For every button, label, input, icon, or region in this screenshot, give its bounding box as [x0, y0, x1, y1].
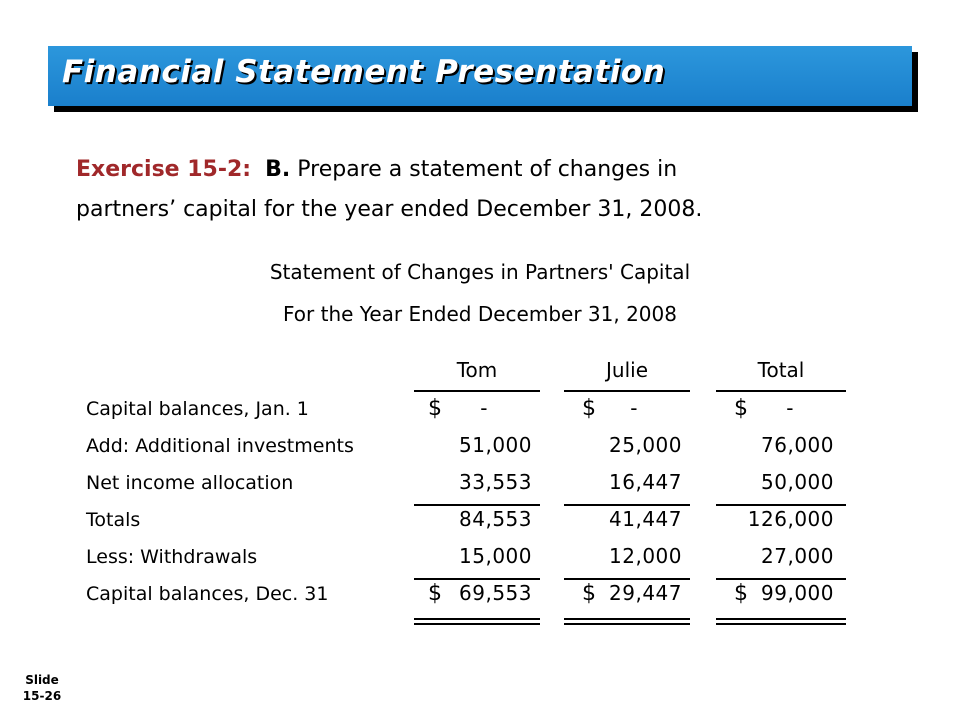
column-header-tom: Tom — [456, 358, 498, 382]
column-header-total: Total — [757, 358, 805, 382]
header-rule-tom — [414, 390, 540, 392]
table-cell — [734, 433, 834, 461]
column-header-julie: Julie — [606, 358, 648, 382]
table-cell — [428, 507, 532, 535]
row-label: Net income allocation — [86, 472, 294, 494]
row-label: Capital balances, Dec. 31 — [86, 583, 329, 605]
slide-label: Slide — [25, 673, 59, 687]
table-cell — [734, 470, 834, 498]
slide-title: Financial Statement Presentation — [62, 54, 666, 90]
table-cell — [428, 433, 532, 461]
slide-number-value: 15-26 — [22, 689, 62, 703]
title-bar — [48, 46, 912, 106]
statement-period: For the Year Ended December 31, 2008 — [283, 302, 677, 326]
table-cell — [582, 581, 682, 609]
row-label: Capital balances, Jan. 1 — [86, 398, 309, 420]
double-rule-tom — [414, 618, 540, 625]
row-label: Add: Additional investments — [86, 435, 354, 457]
table-cell — [582, 507, 682, 535]
cell-value: 99,000 — [761, 581, 834, 605]
cell-value: 50,000 — [761, 470, 834, 494]
subtotal-rule-tom — [414, 504, 540, 506]
total-rule-total — [716, 578, 846, 580]
table-cell — [428, 396, 532, 424]
double-rule-total — [716, 618, 846, 625]
table-cell — [734, 544, 834, 572]
table-cell — [582, 396, 682, 424]
dollar-sign: $ — [734, 396, 749, 421]
table-cell — [734, 507, 834, 535]
cell-value: 27,000 — [761, 544, 834, 568]
cell-value: 33,553 — [459, 470, 532, 494]
cell-value: 29,447 — [609, 581, 682, 605]
cell-value: 25,000 — [609, 433, 682, 457]
slide-number — [18, 672, 66, 704]
cell-value: - — [630, 396, 638, 420]
cell-value: 51,000 — [459, 433, 532, 457]
dollar-sign: $ — [428, 581, 443, 606]
cell-value: 12,000 — [609, 544, 682, 568]
dollar-sign: $ — [582, 396, 597, 421]
cell-value: 126,000 — [747, 507, 834, 531]
dollar-sign: $ — [582, 581, 597, 606]
cell-value: 76,000 — [761, 433, 834, 457]
cell-value: - — [786, 396, 794, 420]
cell-value: 16,447 — [609, 470, 682, 494]
table-cell — [734, 581, 834, 609]
exercise-text-1: Prepare a statement of changes in — [297, 157, 678, 182]
table-cell — [582, 544, 682, 572]
statement-title: Statement of Changes in Partners' Capital — [269, 260, 691, 284]
dollar-sign: $ — [734, 581, 749, 606]
row-label: Totals — [86, 509, 141, 531]
cell-value: 69,553 — [459, 581, 532, 605]
total-rule-julie — [564, 578, 690, 580]
table-cell — [582, 433, 682, 461]
double-rule-julie — [564, 618, 690, 625]
exercise-line-2: partners’ capital for the year ended December 31, 2008. — [76, 197, 703, 222]
cell-value: 15,000 — [459, 544, 532, 568]
exercise-part: B. — [265, 157, 291, 182]
cell-value: - — [480, 396, 488, 420]
table-cell — [428, 470, 532, 498]
exercise-instructions — [76, 150, 896, 230]
table-cell — [582, 470, 682, 498]
header-rule-total — [716, 390, 846, 392]
table-cell — [734, 396, 834, 424]
table-cell — [428, 581, 532, 609]
cell-value: 84,553 — [459, 507, 532, 531]
row-label: Less: Withdrawals — [86, 546, 258, 568]
header-rule-julie — [564, 390, 690, 392]
total-rule-tom — [414, 578, 540, 580]
exercise-line-1 — [76, 150, 896, 190]
table-cell — [428, 544, 532, 572]
subtotal-rule-total — [716, 504, 846, 506]
dollar-sign: $ — [428, 396, 443, 421]
subtotal-rule-julie — [564, 504, 690, 506]
exercise-label: Exercise 15-2: — [76, 157, 252, 182]
cell-value: 41,447 — [609, 507, 682, 531]
